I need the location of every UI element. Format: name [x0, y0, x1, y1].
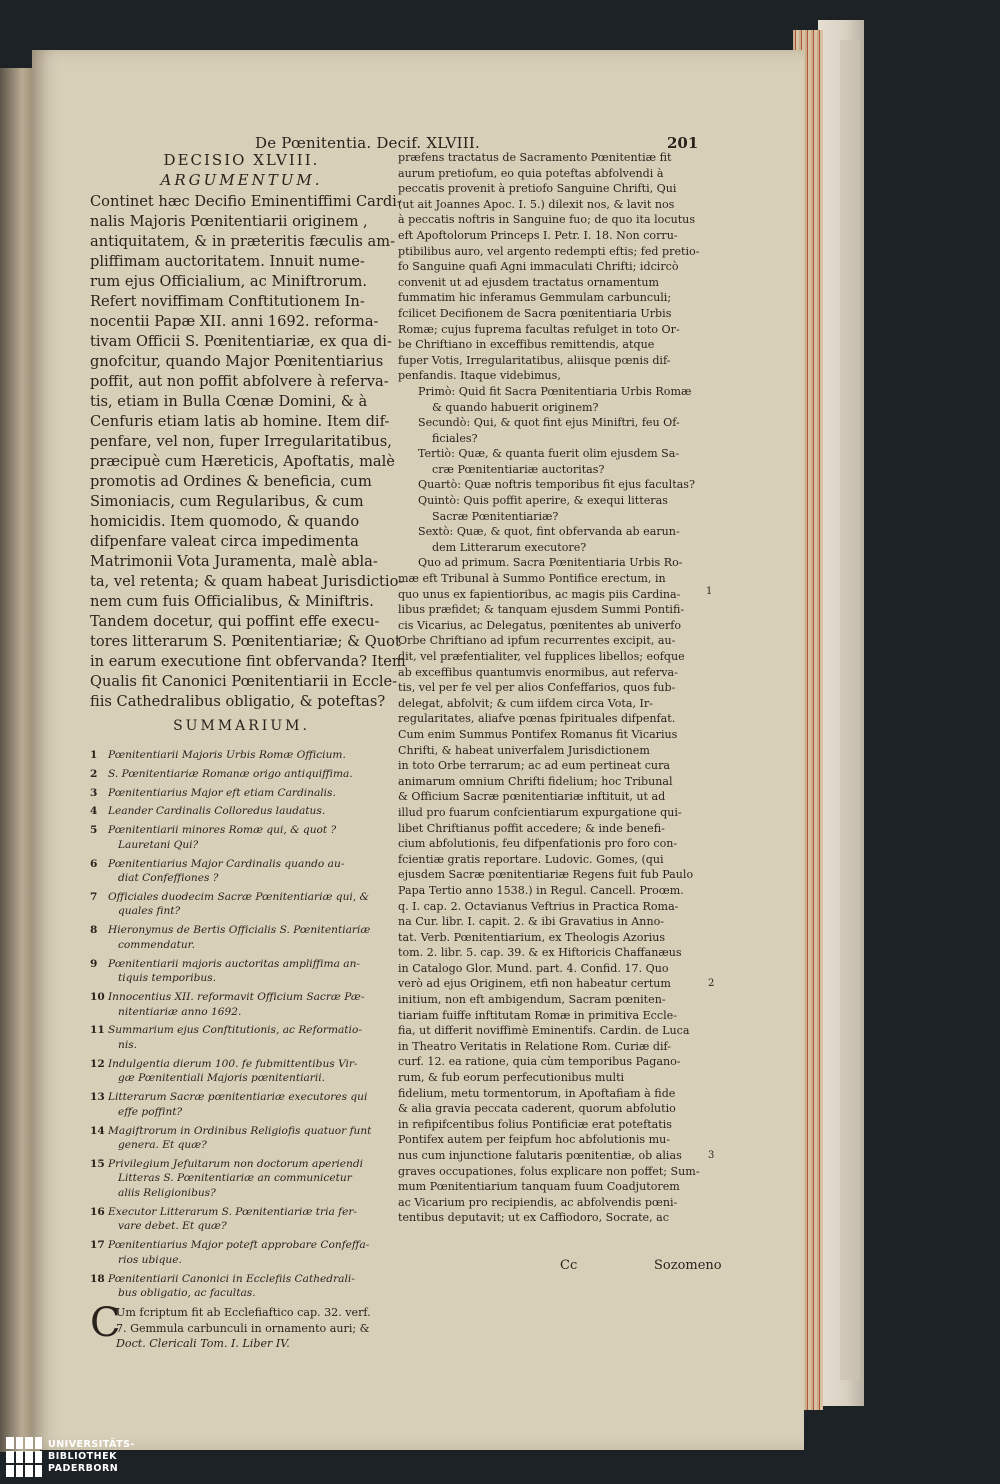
text-line: in toto Orbe terrarum; ac ad eum pertineat cura	[398, 759, 670, 773]
summarium-line: Innocentius XII. reformavit Officium Sacræ Pæ-	[108, 991, 365, 1003]
summarium-text	[108, 1090, 367, 1119]
decisio-heading: DECISIO XLVIII.	[163, 151, 320, 169]
library-logo-icon	[6, 1437, 42, 1477]
text-line: Romæ; cujus fuprema facultas refulget in toto Or-	[398, 322, 680, 336]
summarium-heading: SUMMARIUM.	[173, 718, 310, 734]
summarium-item	[90, 857, 393, 886]
summarium-text	[108, 1157, 363, 1201]
summarium-line: Pœnitentiarius Major poteft approbare Confeffa-	[108, 1239, 370, 1252]
summarium-line: Pœnitentiarii Canonici in Ecclefiis Cathedrali-	[108, 1272, 355, 1285]
summarium-number: 16	[90, 1205, 105, 1218]
margin-number: 2	[708, 978, 715, 989]
summarium-item	[90, 1090, 393, 1119]
argument-line: tis, etiam in Bulla Cœnæ Domini, & à	[90, 393, 368, 410]
argument-line: Simoniacis, cum Regularibus, & cum	[90, 493, 364, 510]
summarium-line: Pœnitentiarii minores Romæ qui, & quot ?	[108, 824, 337, 837]
text-line: eft Apoftolorum Princeps I. Petr. I. 18. Non corru-	[398, 228, 678, 242]
text-line: cræ Pœnitentiariæ auctoritas?	[432, 462, 605, 476]
summarium-number: 15	[90, 1157, 105, 1170]
argument-line: ta, vel retenta; & quam habeat Jurisdictio-	[90, 573, 404, 590]
summarium-line: Pœnitentiarius Major eft etiam Cardinalis.	[108, 786, 336, 799]
text-line: fcientiæ gratis reportare. Ludovic. Gomes, (qui	[398, 852, 664, 866]
catchword: Sozomeno	[654, 1258, 722, 1273]
text-line: ab exceffibus quantumvis enormibus, aut referva-	[398, 665, 678, 679]
argument-line: Tandem docetur, qui poffint effe execu-	[90, 613, 380, 630]
text-line: cium abfolutionis, feu difpenfationis pro foro con-	[398, 837, 678, 851]
summarium-number: 10	[90, 991, 105, 1003]
text-line: aurum pretiofum, eo quia poteftas abfolvendi à	[398, 166, 664, 180]
text-line: mum Pœnitentiarium tanquam fuum Coadjutorem	[398, 1180, 680, 1194]
summarium-line: quales fint?	[118, 905, 181, 918]
summarium-item	[90, 990, 393, 1019]
summarium-item	[90, 1023, 393, 1052]
text-line: à peccatis noftris in Sanguine fuo; de quo ita locutus	[398, 213, 696, 227]
text-line: regularitates, aliafve pœnas fpirituales difpenfat.	[398, 712, 676, 726]
summarium-number: 1	[90, 749, 98, 761]
summarium-line: Hieronymus de Bertis Officialis S. Pœnitentiariæ	[108, 924, 371, 937]
summarium-item	[90, 748, 393, 763]
summarium-item	[90, 1124, 393, 1153]
signature-mark: Cc	[560, 1258, 578, 1273]
text-line: Quartò: Quæ noftris temporibus fit ejus facultas?	[418, 478, 695, 492]
page-number: 201	[667, 134, 699, 152]
text-line: dit, vel præfentialiter, vel fupplices libellos; eofque	[398, 650, 685, 663]
argument-line: penfare, vel non, fuper Irregularitatibus,	[90, 433, 392, 450]
argument-line: pliffimam auctoritatem. Innuit nume-	[90, 253, 365, 270]
text-line: q. I. cap. 2. Octavianus Veftrius in Practica Roma-	[398, 899, 679, 913]
logo-line: PADERBORN	[48, 1463, 119, 1474]
text-line: illud pro fuarum confcientiarum expurgatione qui-	[398, 805, 682, 819]
summarium-line: diat Confeffiones ?	[118, 872, 219, 885]
text-line: na Cur. libr. I. capit. 2. & ibi Gravatius in Anno-	[398, 915, 665, 929]
argument-line: gnofcitur, quando Major Pœnitentiarius	[90, 353, 384, 370]
text-line: in Catalogo Glor. Mund. part. 4. Confid. 17. Quo	[398, 961, 669, 975]
text-line: initium, non eft ambigendum, Sacram pœniten-	[398, 993, 666, 1007]
logo-line: UNIVERSITÄTS-	[48, 1439, 135, 1450]
text-line: Sextò: Quæ, & quot, fint obfervanda ab earun-	[418, 525, 680, 539]
running-title: De Pœnitentia. Decif. XLVIII.	[255, 134, 481, 152]
text-line: fo Sanguine quafi Agni immaculati Chrifti; idcircò	[398, 260, 679, 274]
text-line: nus cum injunctione falutaris pœnitentiæ, ob alias	[398, 1149, 682, 1162]
summarium-line: nitentiariæ anno 1692.	[118, 1005, 242, 1018]
argument-line: promotis ad Ordines & beneficia, cum	[90, 473, 372, 490]
text-line: ficiales?	[432, 431, 478, 445]
summarium-text	[108, 1272, 355, 1301]
argument-line: nem cum fuis Officialibus, & Miniftris.	[90, 593, 374, 610]
text-line: (ut ait Joannes Apoc. I. 5.) dilexit nos, & lavit nos	[398, 197, 675, 211]
summarium-number: 13	[90, 1091, 105, 1104]
text-line: Orbe Chriftiano ad ipfum recurrentes excipit, au-	[398, 634, 676, 648]
signature-line: Doct. Clericali Tom. I. Liber IV.	[116, 1337, 290, 1351]
summarium-text	[108, 990, 364, 1019]
summarium-item	[90, 957, 393, 986]
summarium-item	[90, 767, 393, 782]
summarium-text	[108, 923, 370, 952]
text-line: dem Litterarum executore?	[432, 540, 587, 554]
summarium-number: 6	[90, 857, 98, 870]
summarium-number: 2	[90, 767, 98, 780]
argument-line: poffit, aut non poffit abfolvere à referva-	[90, 373, 389, 390]
opening-line: Um fcriptum fit ab Ecclefiaftico cap. 32. verf.	[116, 1305, 371, 1319]
summarium-line: gæ Pœnitentiali Majoris pœnitentiarii.	[118, 1072, 326, 1085]
text-line: be Chriftiano in exceffibus remittendis, atque	[398, 338, 655, 352]
text-line: & alia gravia peccata caderent, quorum abfolutio	[398, 1102, 676, 1116]
summarium-number: 11	[90, 1024, 105, 1037]
summarium-number: 4	[90, 805, 98, 818]
argument-text	[90, 192, 406, 712]
text-line: Cum enim Summus Pontifex Romanus fit Vicarius	[398, 727, 678, 741]
text-line: fummatim hic inferamus Gemmulam carbunculi;	[398, 291, 672, 305]
argument-line: nalis Majoris Pœnitentiarii originem ,	[90, 213, 368, 230]
argument-line: difpenfare valeat circa impedimenta	[90, 533, 359, 550]
summarium-text	[108, 748, 346, 763]
text-line: mæ eft Tribunal à Summo Pontifice erectum, in	[398, 572, 666, 586]
margin-number: 3	[708, 1150, 715, 1161]
text-line: curf. 12. ea ratione, quia cùm temporibus Pagano-	[398, 1055, 681, 1069]
summarium-number: 12	[90, 1057, 105, 1070]
text-line: tentibus deputavit; ut ex Caffiodoro, Socrate, ac	[398, 1211, 669, 1225]
argument-line: Qualis fit Canonici Pœnitentiarii in Eccle-	[90, 673, 398, 690]
outer-sheet-shadow	[840, 40, 860, 1380]
summarium-number: 14	[90, 1124, 105, 1137]
text-line: Secundò: Qui, & quot fint ejus Miniftri, feu Of-	[418, 416, 680, 430]
summarium-line: Litteras S. Pœnitentiariæ an communicetur	[118, 1172, 352, 1185]
summarium-line: commendatur.	[118, 938, 195, 951]
summarium-number: 18	[90, 1272, 105, 1285]
text-line: verò ad ejus Originem, etfi non habeatur certum	[398, 977, 671, 991]
summarium-text	[108, 1238, 369, 1267]
summarium-line: S. Pœnitentiariæ Romanæ origo antiquiffima.	[108, 767, 353, 780]
summarium-line: genera. Et quæ?	[118, 1139, 207, 1152]
text-line: Sacræ Pœnitentiariæ?	[432, 509, 559, 523]
summarium-text	[108, 786, 336, 801]
argument-line: fiis Cathedralibus obligatio, & poteftas?	[90, 693, 386, 710]
text-line: libet Chriftianus poffit accedere; & inde benefi-	[398, 821, 665, 835]
summarium-text	[108, 890, 369, 919]
argument-line: nocentii Papæ XII. anni 1692. reforma-	[90, 313, 379, 330]
argument-line: Continet hæc Decifio Eminentiffimi Cardi-	[90, 193, 402, 210]
summarium-item	[90, 1205, 393, 1234]
text-line: & quando habuerit originem?	[432, 400, 599, 414]
summarium-number: 5	[90, 824, 98, 837]
opening-paragraph	[90, 1299, 393, 1352]
text-line: fuper Votis, Irregularitatibus, aliisque pœnis dif-	[398, 353, 671, 367]
summarium-line: Pœnitentiarii Majoris Urbis Romæ Officium.	[108, 749, 346, 761]
summarium-line: effe poffint?	[118, 1105, 183, 1118]
argument-line: rum ejus Officialium, ac Miniftrorum.	[90, 273, 368, 290]
text-line: tis, vel per fe vel per alios Confeffarios, quos fub-	[398, 681, 676, 695]
argument-line: Refert noviffimam Conftitutionem In-	[90, 293, 365, 310]
drop-cap: C	[90, 1299, 121, 1346]
text-line: cis Vicarius, ac Delegatus, pœnitentes ab univerfo	[398, 618, 682, 632]
text-line: Quintò: Quis poffit aperire, & exequi litteras	[418, 494, 668, 508]
text-line: delegat, abfolvit; & cum iifdem circa Vota, Ir-	[398, 696, 653, 710]
argument-line: in earum executione fint obfervanda? Item	[90, 653, 406, 670]
summarium-line: bus obligatio, ac facultas.	[118, 1287, 256, 1300]
text-line: Tertiò: Quæ, & quanta fuerit olim ejusdem Sa-	[418, 447, 680, 461]
argument-line: Matrimonii Vota Juramenta, malè abla-	[90, 553, 378, 570]
summarium-line: Privilegium Jefuitarum non doctorum aperiendi	[108, 1157, 364, 1170]
summarium-line: Leander Cardinalis Colloredus laudatus.	[108, 805, 326, 818]
text-line: Primò: Quid fit Sacra Pœnitentiaria Urbis Romæ	[418, 384, 692, 398]
summarium-line: Pœnitentiarius Major Cardinalis quando au-	[108, 857, 345, 870]
summarium-text	[108, 804, 325, 819]
summarium-number: 17	[90, 1239, 105, 1252]
opening-line: 7. Gemmula carbunculi in ornamento auri; &	[116, 1321, 370, 1335]
argument-line: tivam Officii S. Pœnitentiariæ, ex qua di-	[90, 333, 392, 350]
summarium-item	[90, 804, 393, 819]
argument-line: tores litterarum S. Pœnitentiariæ; & Quot	[90, 633, 401, 650]
text-line: libus præfidet; & tanquam ejusdem Summi Pontifi-	[398, 603, 685, 617]
summarium-item	[90, 1157, 393, 1201]
text-line: peccatis provenit à pretiofo Sanguine Chrifti, Qui	[398, 182, 677, 196]
summarium-line: Pœnitentiarii majoris auctoritas ampliffima an-	[108, 957, 360, 970]
summarium-text	[108, 767, 353, 782]
summarium-line: Indulgentia dierum 100. fe fubmittentibus Vir-	[108, 1057, 358, 1070]
text-line: fia, ut differit noviffimè Eminentifs. Cardin. de Luca	[398, 1024, 690, 1038]
text-line: convenit ut ad ejusdem tractatus ornamentum	[398, 275, 660, 289]
summarium-line: Lauretani Qui?	[118, 838, 199, 851]
summarium-line: nis.	[118, 1038, 138, 1051]
summarium-text	[108, 1205, 357, 1234]
summarium-line: rios ubique.	[118, 1253, 182, 1266]
text-line: in Theatro Veritatis in Relatione Rom. Curiæ dif-	[398, 1039, 671, 1053]
text-line: Quo ad primum. Sacra Pœnitentiaria Urbis Ro-	[418, 556, 683, 570]
summarium-line: Officiales duodecim Sacræ Pœnitentiariæ qui, &	[108, 890, 369, 903]
summarium-line: tiquis temporibus.	[118, 972, 217, 985]
text-line: Chrifti, & habeat univerfalem Jurisdictionem	[398, 743, 650, 757]
summarium-line: vare debet. Et quæ?	[118, 1220, 227, 1233]
summarium-number: 9	[90, 957, 98, 970]
text-line: ptibilibus auro, vel argento redempti eftis; fed pretio-	[398, 244, 700, 258]
summarium-text	[108, 1023, 362, 1052]
text-line: tom. 2. libr. 5. cap. 39. & ex Hiftoricis Chaffanæus	[398, 946, 682, 960]
text-line: Papa Tertio anno 1538.) in Regul. Cancell. Proœm.	[398, 883, 684, 897]
text-line: ac Vicarium pro recipiendis, ac abfolvendis pœni-	[398, 1195, 678, 1209]
summarium-item	[90, 1272, 393, 1301]
summarium-line: Litterarum Sacræ pœnitentiariæ executores qui	[108, 1091, 368, 1104]
library-logo-text	[48, 1439, 135, 1475]
summarium-item	[90, 823, 393, 852]
summarium-item	[90, 786, 393, 801]
summarium-text	[108, 823, 336, 852]
text-line: tiariam fuiffe inftitutam Romæ in primitiva Eccle-	[398, 1008, 677, 1022]
summarium-text	[108, 857, 344, 886]
summarium-text	[108, 1057, 358, 1086]
text-line: rum, & fub eorum perfecutionibus multi	[398, 1071, 625, 1085]
summarium-line: Magiftrorum in Ordinibus Religiofis quatuor funt	[108, 1124, 372, 1137]
summarium-line: Summarium ejus Conftitutionis, ac Reformatio-	[108, 1024, 362, 1037]
argument-line: Cenfuris etiam latis ab homine. Item dif-	[90, 413, 390, 430]
summarium-number: 7	[90, 890, 98, 903]
argument-line: homicidis. Item quomodo, & quando	[90, 513, 360, 530]
text-line: animarum omnium Chrifti fidelium; hoc Tribunal	[398, 774, 673, 788]
argumentum-heading: ARGUMENTUM.	[160, 171, 323, 189]
library-logo	[0, 1430, 206, 1484]
margin-number: 1	[706, 586, 713, 597]
left-column	[90, 150, 406, 1352]
right-column-text	[398, 150, 708, 1226]
summarium-number: 8	[90, 924, 98, 937]
summarium-list	[90, 748, 393, 1301]
text-line: tat. Verb. Pœnitentiarium, ex Theologis Azorius	[398, 930, 666, 944]
right-column	[398, 150, 708, 1226]
summarium-line: Executor Litterarum S. Pœnitentiariæ tria fer-	[108, 1205, 357, 1218]
text-line: fcilicet Decifionem de Sacra pœnitentiaria Urbis	[398, 306, 672, 320]
text-line: penfandis. Itaque videbimus,	[398, 369, 561, 383]
text-line: præfens tractatus de Sacramento Pœnitentiæ fit	[398, 151, 672, 164]
text-line: Pontifex autem per feipfum hoc abfolutionis mu-	[398, 1133, 671, 1147]
summarium-text	[108, 1124, 371, 1153]
summarium-item	[90, 890, 393, 919]
text-line: in refipifcentibus folius Pontificiæ erat poteftatis	[398, 1117, 672, 1131]
summarium-number: 3	[90, 786, 98, 799]
logo-line: BIBLIOTHEK	[48, 1451, 117, 1462]
text-line: fidelium, metu tormentorum, in Apoftafiam à fide	[398, 1086, 676, 1100]
text-line: graves occupationes, folus explicare non poffet; Sum-	[398, 1164, 700, 1178]
text-line: quo unus ex fapientioribus, ac magis piis Cardina-	[398, 587, 681, 601]
argument-line: præcipuè cum Hæreticis, Apoftatis, malè	[90, 453, 395, 470]
text-line: & Officium Sacræ pœnitentiariæ inftituit, ut ad	[398, 790, 666, 804]
argument-line: antiquitatem, & in præteritis fæculis am-	[90, 233, 396, 250]
summarium-item	[90, 1238, 393, 1267]
summarium-item	[90, 1057, 393, 1086]
summarium-line: aliis Religionibus?	[118, 1187, 216, 1200]
summarium-text	[108, 957, 360, 986]
summarium-item	[90, 923, 393, 952]
text-line: ejusdem Sacræ pœnitentiariæ Regens fuit fub Paulo	[398, 868, 694, 882]
